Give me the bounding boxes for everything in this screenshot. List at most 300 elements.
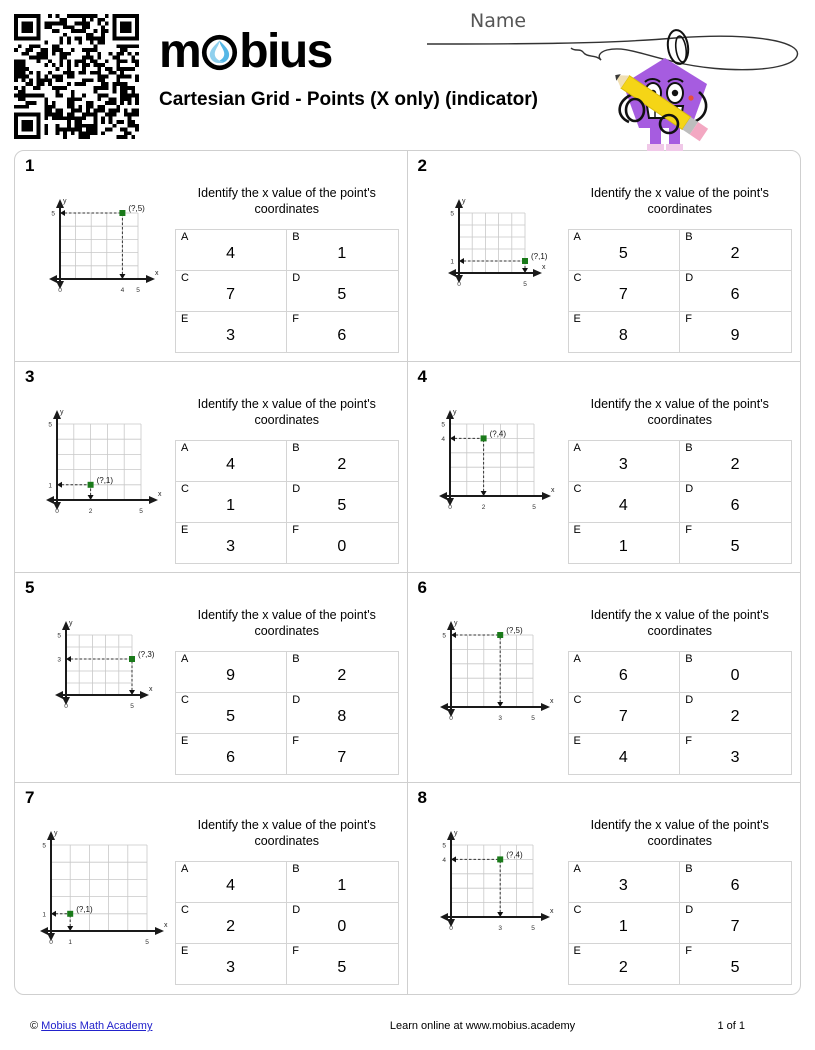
choice-cell[interactable]: [287, 522, 398, 563]
choice-value: 2: [226, 918, 236, 936]
choice-row: [568, 271, 792, 312]
choice-letter: C: [181, 272, 189, 284]
question-cell: [15, 783, 408, 994]
question-body: [25, 179, 399, 357]
choice-cell[interactable]: [287, 271, 398, 312]
choice-letter: A: [573, 441, 581, 454]
choice-cell[interactable]: [568, 692, 680, 733]
svg-text:x: x: [541, 264, 545, 271]
choice-letter: E: [181, 313, 189, 325]
svg-text:(?,4): (?,4): [505, 850, 523, 860]
choice-letter: F: [292, 945, 299, 958]
choice-value: 3: [226, 327, 236, 344]
choice-value: 6: [337, 327, 347, 344]
choice-cell[interactable]: [287, 440, 398, 481]
question-prompt: Identify the x value of the point's coordinates: [590, 818, 769, 849]
question-body: [418, 179, 793, 357]
svg-text:y: y: [60, 408, 64, 416]
svg-text:(?,3): (?,3): [138, 649, 154, 659]
svg-text:1: 1: [42, 911, 46, 919]
choice-cell[interactable]: [176, 862, 287, 903]
choice-value: 5: [337, 286, 347, 303]
svg-text:5: 5: [531, 503, 536, 511]
choice-cell[interactable]: [176, 944, 287, 985]
choice-row: [176, 862, 399, 903]
choice-cell[interactable]: [176, 440, 287, 481]
choice-letter: E: [573, 945, 581, 958]
question-right-column: [175, 179, 399, 357]
choice-value: 1: [337, 245, 347, 262]
question-body: [25, 390, 399, 568]
choice-value: 6: [618, 666, 628, 684]
choice-value: 0: [337, 918, 347, 936]
choice-letter: E: [573, 734, 581, 747]
name-label: Name: [470, 10, 527, 32]
choice-cell[interactable]: [176, 481, 287, 522]
choice-cell[interactable]: [287, 903, 398, 944]
question-cell: [408, 783, 801, 994]
svg-text:x: x: [549, 697, 553, 705]
choice-value: 7: [337, 748, 347, 766]
choice-cell[interactable]: [176, 271, 287, 312]
question-body: [25, 601, 399, 779]
cartesian-grid-plot: [25, 601, 175, 779]
choice-letter: F: [685, 523, 692, 536]
choice-value: 2: [337, 666, 347, 684]
name-field-area: [425, 8, 805, 148]
question-prompt: Identify the x value of the point's coordinates: [197, 607, 376, 638]
question-right-column: [568, 601, 793, 779]
question-body: [418, 811, 793, 990]
choice-value: 6: [226, 748, 236, 766]
choice-cell[interactable]: [680, 944, 792, 985]
choice-letter: A: [573, 863, 581, 876]
question-prompt: Identify the x value of the point's coordinates: [590, 607, 769, 638]
cartesian-grid-plot: [25, 390, 175, 568]
svg-text:3: 3: [57, 656, 61, 663]
choice-row: [176, 271, 399, 312]
choice-row: [568, 522, 792, 563]
svg-text:y: y: [54, 830, 58, 838]
choice-row: [176, 481, 399, 522]
choice-letter: A: [181, 652, 189, 665]
svg-text:x: x: [155, 270, 159, 277]
choice-cell[interactable]: [680, 230, 792, 271]
question-prompt: Identify the x value of the point's coordinates: [197, 818, 376, 849]
choice-row: [568, 312, 792, 353]
question-cell: [408, 151, 801, 362]
question-cell: [408, 362, 801, 573]
choice-letter: C: [573, 482, 582, 495]
choice-letter: A: [181, 231, 189, 243]
question-right-column: [175, 390, 399, 568]
svg-text:4: 4: [440, 435, 445, 443]
svg-text:y: y: [452, 408, 456, 416]
choice-letter: E: [181, 523, 189, 536]
choice-cell[interactable]: [287, 312, 398, 353]
choice-row: [176, 440, 399, 481]
choice-cell[interactable]: [176, 903, 287, 944]
choice-cell[interactable]: [680, 440, 792, 481]
choice-cell[interactable]: [680, 651, 792, 692]
svg-text:5: 5: [139, 507, 143, 515]
choice-cell[interactable]: [680, 271, 792, 312]
choice-row: [568, 903, 792, 944]
choice-value: 1: [618, 537, 628, 555]
question-right-column: [175, 601, 399, 779]
choice-cell[interactable]: [176, 692, 287, 733]
choice-value: 6: [730, 877, 740, 895]
choice-cell[interactable]: [680, 481, 792, 522]
svg-text:(?,1): (?,1): [76, 905, 93, 915]
choice-cell[interactable]: [287, 481, 398, 522]
question-prompt: Identify the x value of the point's coordinates: [197, 186, 376, 216]
choice-value: 1: [618, 918, 628, 936]
choice-row: [568, 692, 792, 733]
qr-code-icon: [14, 14, 139, 139]
question-cell: [15, 362, 408, 573]
logo-text-after: bius: [239, 25, 332, 78]
svg-text:5: 5: [522, 281, 527, 288]
choice-row: [568, 481, 792, 522]
svg-text:5: 5: [440, 421, 445, 429]
choices-table: [175, 651, 399, 775]
choice-value: 7: [618, 286, 628, 303]
choice-value: 5: [730, 537, 740, 555]
choice-value: 6: [730, 286, 740, 303]
choice-cell[interactable]: [568, 862, 680, 903]
choice-letter: C: [573, 272, 582, 284]
question-right-column: [568, 390, 793, 568]
choice-value: 5: [337, 496, 347, 514]
question-number: 8: [417, 788, 427, 808]
choice-value: 4: [226, 245, 236, 262]
choice-cell[interactable]: [287, 862, 398, 903]
choice-cell[interactable]: [568, 651, 680, 692]
choice-value: 1: [226, 496, 236, 514]
svg-text:5: 5: [130, 702, 134, 710]
choice-value: 2: [730, 245, 740, 262]
footer-learn-online-text: Learn online at www.mobius.academy: [389, 1020, 576, 1032]
choice-cell[interactable]: [568, 440, 680, 481]
choice-row: [568, 651, 792, 692]
svg-text:3: 3: [497, 714, 502, 722]
choices-table: [568, 861, 793, 985]
svg-text:5: 5: [530, 714, 535, 722]
choice-letter: C: [181, 693, 189, 706]
choice-cell[interactable]: [287, 651, 398, 692]
mobius-math-academy-link[interactable]: Mobius Math Academy: [41, 1020, 153, 1032]
choice-cell[interactable]: [176, 230, 287, 271]
choice-cell[interactable]: [287, 230, 398, 271]
choice-cell[interactable]: [568, 312, 680, 353]
choice-letter: B: [685, 441, 693, 454]
choice-cell[interactable]: [287, 733, 398, 774]
choice-letter: E: [573, 313, 581, 325]
choice-value: 7: [730, 918, 740, 936]
question-cell: [15, 573, 408, 784]
svg-text:y: y: [69, 619, 73, 627]
choice-value: 5: [730, 959, 740, 977]
question-number: 3: [25, 366, 35, 386]
svg-text:4: 4: [120, 287, 125, 294]
svg-text:5: 5: [145, 939, 149, 947]
page-title: Cartesian Grid - Points (X only) (indicator): [159, 89, 538, 110]
svg-text:(?,5): (?,5): [128, 204, 145, 213]
choice-letter: E: [181, 945, 189, 958]
svg-text:1: 1: [68, 939, 73, 947]
logo-text-before: m: [159, 25, 201, 78]
choice-value: 8: [618, 327, 628, 344]
choice-cell[interactable]: [568, 271, 680, 312]
choice-row: [176, 312, 399, 353]
choices-table: [568, 440, 793, 564]
svg-text:1: 1: [449, 258, 454, 266]
choice-cell[interactable]: [568, 733, 680, 774]
choice-row: [176, 944, 399, 985]
choice-letter: D: [292, 482, 301, 495]
choice-letter: C: [573, 904, 582, 917]
cartesian-grid-plot: [418, 811, 568, 990]
choice-letter: B: [685, 231, 693, 243]
svg-text:0: 0: [64, 702, 68, 710]
choice-cell[interactable]: [568, 944, 680, 985]
choices-table: [175, 229, 399, 353]
copyright-symbol: ©: [30, 1020, 39, 1032]
choice-letter: A: [181, 863, 189, 876]
choice-letter: C: [181, 482, 189, 495]
footer-copyright: [30, 1020, 330, 1032]
choice-letter: B: [292, 652, 300, 665]
svg-text:y: y: [63, 198, 67, 205]
choice-letter: D: [685, 272, 694, 284]
choice-letter: A: [573, 231, 581, 243]
svg-text:x: x: [549, 908, 553, 916]
choice-cell[interactable]: [176, 733, 287, 774]
choice-letter: B: [292, 231, 300, 243]
cartesian-grid-plot: [25, 811, 175, 990]
choice-value: 4: [226, 877, 236, 895]
svg-text:0: 0: [447, 503, 452, 511]
svg-text:5: 5: [441, 632, 446, 639]
svg-text:5: 5: [51, 210, 55, 218]
choice-row: [176, 651, 399, 692]
choice-row: [176, 230, 399, 271]
question-number: 7: [25, 788, 35, 808]
choice-cell[interactable]: [680, 312, 792, 353]
question-right-column: [175, 811, 399, 990]
page-footer: [0, 1016, 815, 1036]
question-prompt: Identify the x value of the point's coordinates: [590, 396, 769, 427]
choice-row: [176, 692, 399, 733]
svg-text:y: y: [453, 619, 457, 627]
choice-value: 4: [618, 748, 628, 766]
choice-letter: D: [292, 272, 301, 284]
svg-text:5: 5: [57, 632, 61, 639]
choice-value: 3: [226, 537, 236, 555]
svg-text:5: 5: [530, 925, 535, 933]
choice-cell[interactable]: [680, 862, 792, 903]
choice-letter: B: [685, 863, 693, 876]
choice-row: [176, 733, 399, 774]
choice-row: [568, 440, 792, 481]
cartesian-grid-plot: [418, 390, 568, 568]
question-cell: [408, 573, 801, 784]
choice-value: 7: [618, 707, 628, 725]
question-body: [418, 601, 793, 779]
choice-letter: F: [685, 734, 692, 747]
svg-text:y: y: [453, 830, 457, 838]
mobius-o-droplet-icon: [201, 34, 238, 71]
choice-row: [176, 903, 399, 944]
choices-table: [568, 229, 793, 353]
choice-letter: C: [573, 693, 582, 706]
choice-letter: D: [685, 693, 694, 706]
svg-text:(?,4): (?,4): [489, 429, 506, 439]
choice-value: 5: [226, 707, 236, 725]
svg-text:1: 1: [48, 482, 52, 490]
choice-value: 0: [337, 537, 347, 555]
choice-letter: A: [573, 652, 581, 665]
choice-row: [568, 944, 792, 985]
question-body: [25, 811, 399, 990]
svg-text:2: 2: [481, 503, 485, 511]
choice-cell[interactable]: [568, 481, 680, 522]
choice-value: 2: [337, 455, 347, 473]
choices-table: [568, 651, 793, 775]
svg-text:0: 0: [55, 507, 59, 515]
choice-cell[interactable]: [568, 522, 680, 563]
cartesian-grid-plot: [25, 179, 175, 357]
cartesian-grid-plot: [418, 601, 568, 779]
choice-letter: A: [181, 441, 189, 454]
svg-text:5: 5: [441, 842, 446, 850]
choice-value: 3: [730, 748, 740, 766]
svg-text:5: 5: [42, 842, 46, 850]
choice-cell[interactable]: [680, 733, 792, 774]
question-right-column: [568, 811, 793, 990]
choice-value: 2: [730, 455, 740, 473]
choice-value: 3: [618, 455, 628, 473]
choice-value: 1: [337, 877, 347, 895]
questions-sheet: [14, 150, 801, 995]
svg-text:x: x: [149, 685, 153, 693]
svg-text:y: y: [461, 198, 465, 205]
purple-pentagon-mascot-with-pencil-icon: [603, 38, 733, 153]
choice-row: [568, 862, 792, 903]
choice-value: 5: [337, 959, 347, 977]
choice-cell[interactable]: [568, 230, 680, 271]
choices-table: [175, 861, 399, 985]
choice-value: 7: [226, 286, 236, 303]
choice-letter: E: [181, 734, 189, 747]
svg-text:0: 0: [49, 939, 53, 947]
question-number: 5: [25, 577, 35, 597]
choices-table: [175, 440, 399, 564]
choice-value: 6: [730, 496, 740, 514]
choice-cell[interactable]: [176, 312, 287, 353]
svg-text:x: x: [158, 490, 162, 498]
question-cell: [15, 151, 408, 362]
choice-letter: B: [292, 441, 300, 454]
svg-text:5: 5: [449, 210, 454, 218]
choice-letter: D: [685, 482, 694, 495]
svg-text:(?,1): (?,1): [530, 252, 547, 261]
svg-text:0: 0: [58, 287, 62, 294]
choice-letter: E: [573, 523, 581, 536]
choice-value: 5: [618, 245, 628, 262]
choice-letter: C: [181, 904, 189, 917]
choice-cell[interactable]: [680, 522, 792, 563]
svg-text:5: 5: [48, 421, 52, 429]
choice-letter: F: [292, 734, 299, 747]
question-number: 4: [417, 366, 427, 386]
choice-value: 2: [618, 959, 628, 977]
svg-text:3: 3: [497, 925, 502, 933]
cartesian-grid-plot: [418, 179, 568, 357]
svg-text:(?,1): (?,1): [96, 475, 114, 485]
choice-value: 8: [337, 707, 347, 725]
choice-value: 2: [730, 707, 740, 725]
choice-value: 3: [618, 877, 628, 895]
choice-cell[interactable]: [680, 903, 792, 944]
choice-value: 3: [226, 959, 236, 977]
choice-letter: F: [292, 523, 299, 536]
choice-value: 4: [226, 455, 236, 473]
svg-text:5: 5: [136, 287, 140, 294]
choice-letter: F: [292, 313, 299, 325]
choice-cell[interactable]: [287, 692, 398, 733]
choice-row: [176, 522, 399, 563]
svg-text:0: 0: [448, 714, 453, 722]
choice-cell[interactable]: [287, 944, 398, 985]
choice-value: 9: [730, 327, 740, 344]
question-body: [418, 390, 793, 568]
choice-letter: D: [292, 904, 301, 917]
choice-letter: D: [685, 904, 694, 917]
choice-row: [568, 733, 792, 774]
svg-text:0: 0: [456, 281, 461, 288]
choice-letter: F: [685, 945, 692, 958]
question-prompt: Identify the x value of the point's coordinates: [590, 186, 769, 216]
question-right-column: [568, 179, 793, 357]
svg-text:4: 4: [441, 857, 446, 865]
choice-letter: B: [292, 863, 300, 876]
choice-cell[interactable]: [176, 651, 287, 692]
svg-text:0: 0: [448, 925, 453, 933]
question-number: 1: [25, 156, 35, 175]
svg-text:x: x: [550, 486, 554, 494]
choice-cell[interactable]: [176, 522, 287, 563]
choice-cell[interactable]: [680, 692, 792, 733]
choice-value: 9: [226, 666, 236, 684]
svg-text:x: x: [164, 922, 168, 930]
footer-page-number: 1 of 1: [717, 1020, 745, 1032]
svg-text:(?,5): (?,5): [505, 625, 523, 635]
question-prompt: Identify the x value of the point's coordinates: [197, 396, 376, 427]
choice-value: 4: [618, 496, 628, 514]
choice-letter: F: [685, 313, 692, 325]
question-number: 2: [417, 156, 427, 175]
choice-letter: D: [292, 693, 301, 706]
choice-value: 0: [730, 666, 740, 684]
choice-cell[interactable]: [568, 903, 680, 944]
page-header: [0, 0, 815, 150]
svg-text:2: 2: [88, 507, 93, 515]
question-number: 6: [417, 577, 427, 597]
choice-letter: B: [685, 652, 693, 665]
choice-row: [568, 230, 792, 271]
